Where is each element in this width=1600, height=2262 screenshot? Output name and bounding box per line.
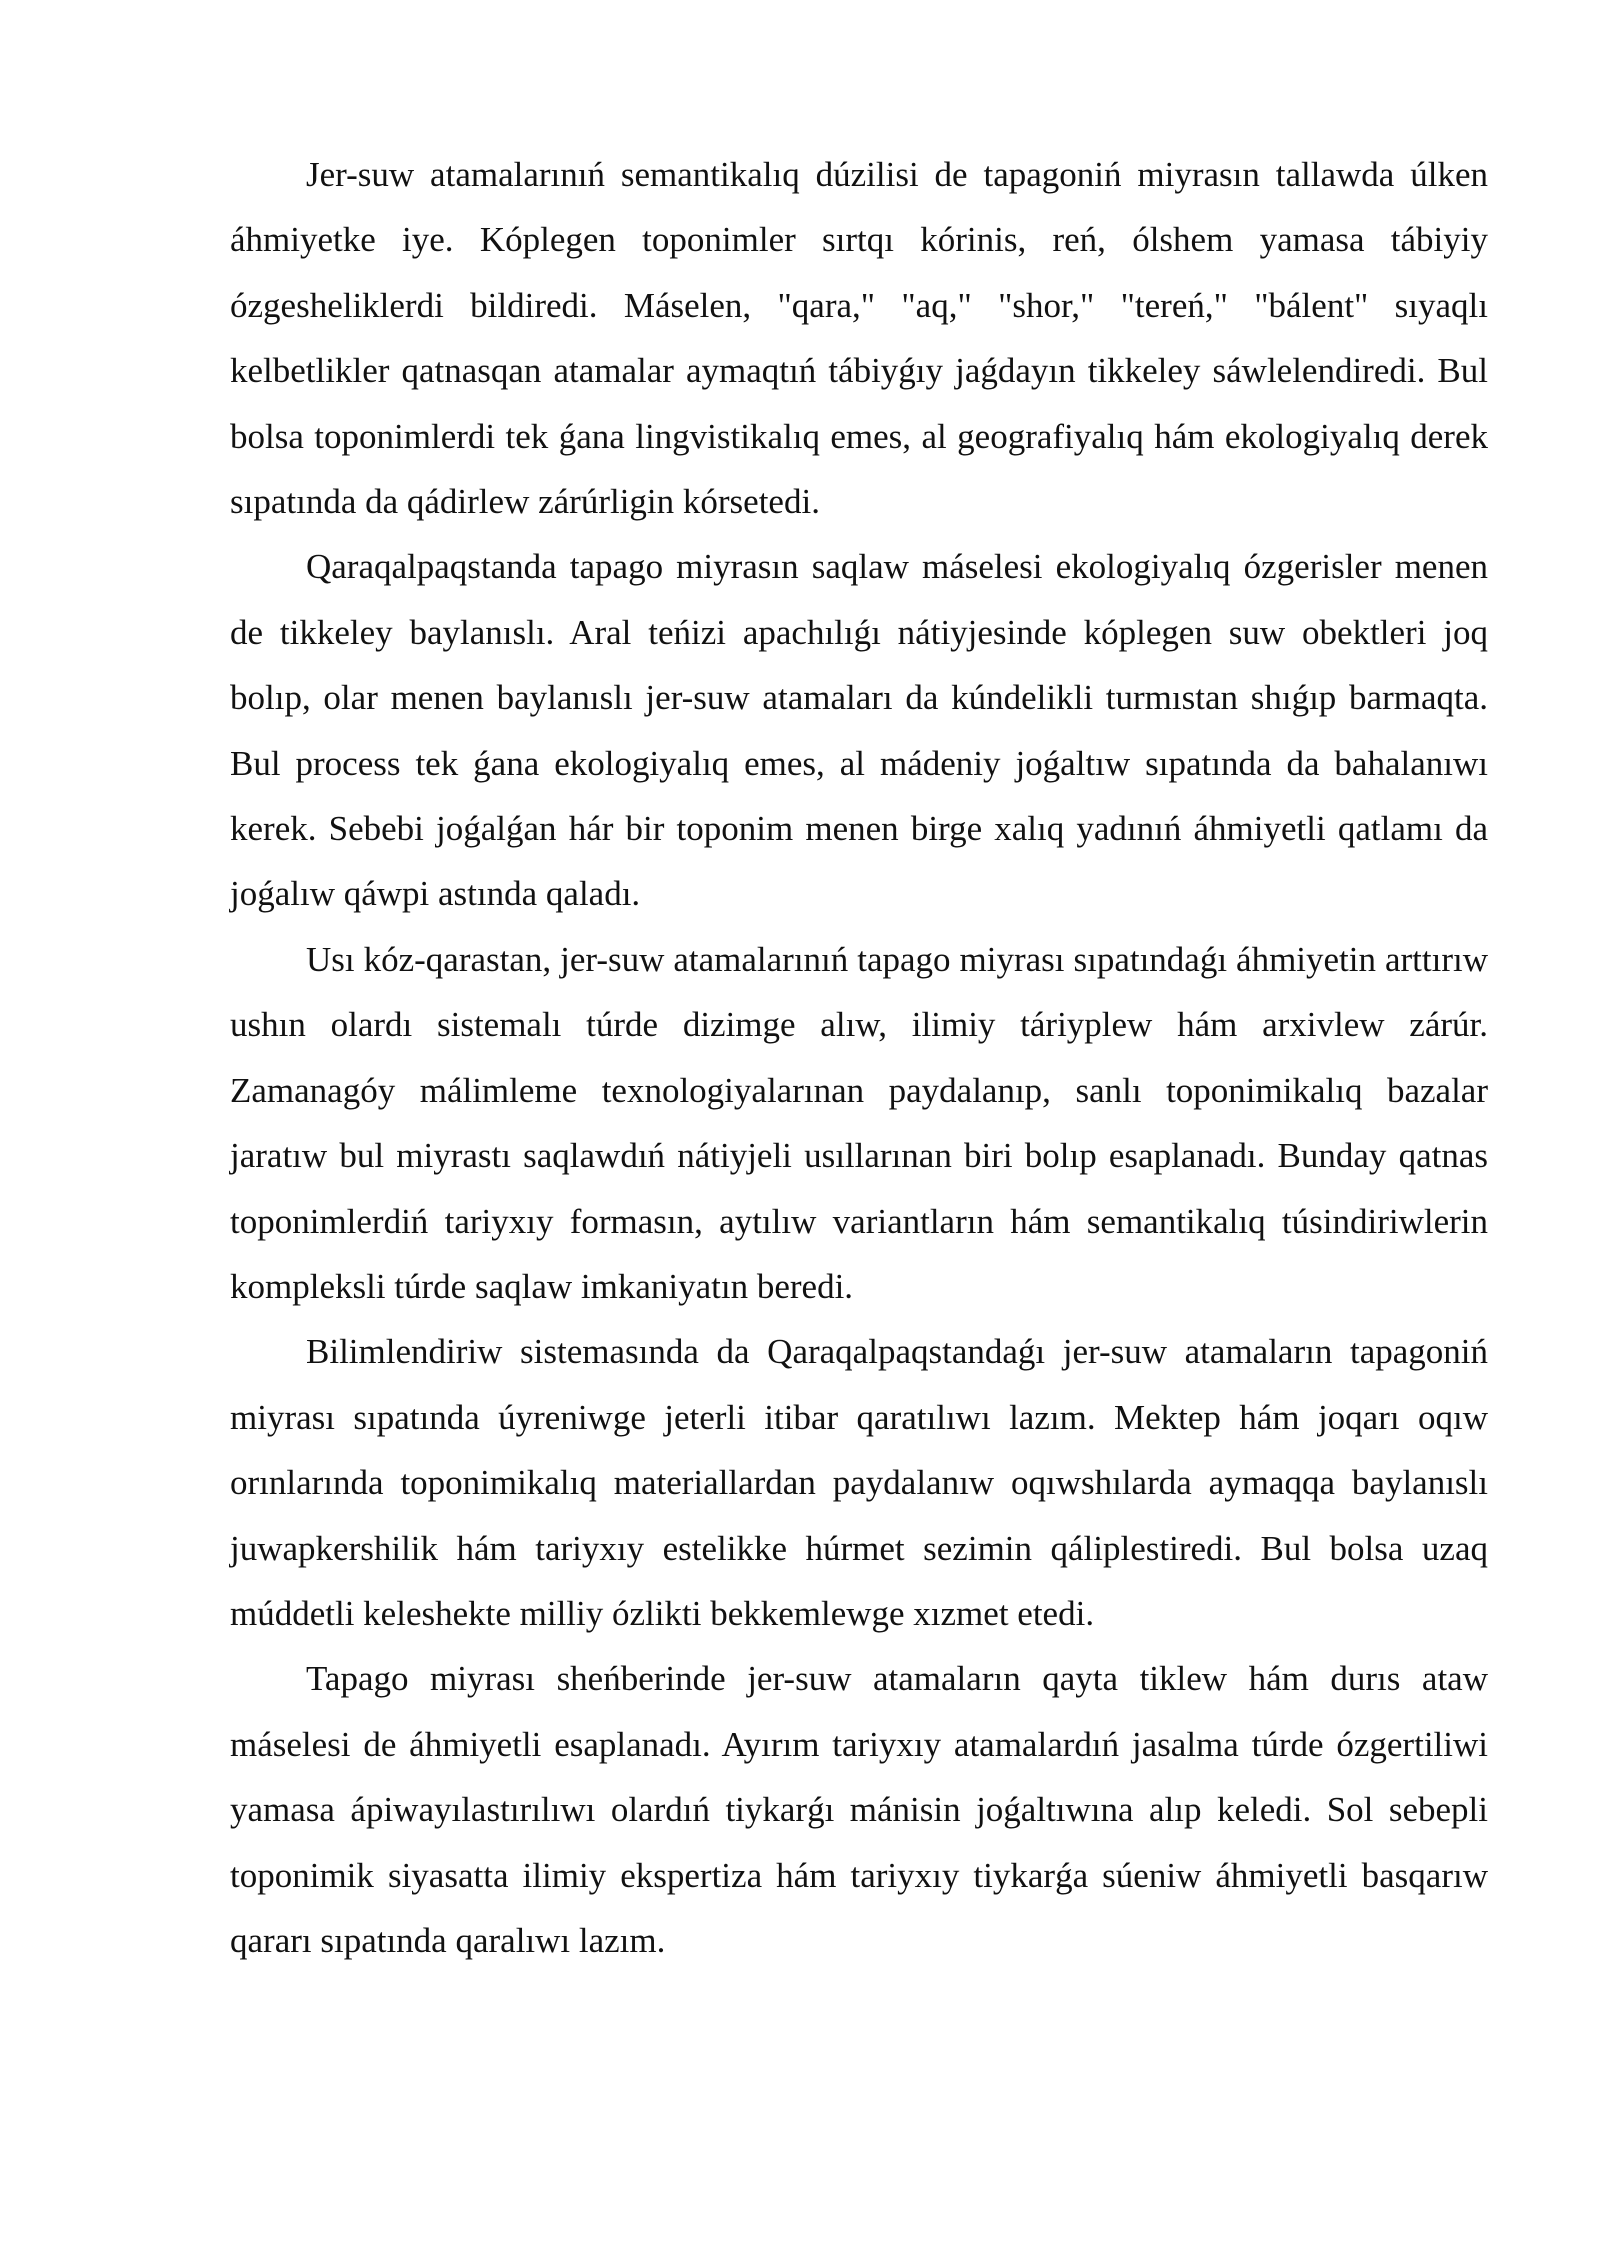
document-body <box>230 142 1488 1973</box>
paragraph-1: Jer-suw atamalarınıń semantikalıq dúzilisi de tapagoniń miyrasın tallawda úlken áhmiyetke iye. Kóplegen toponimler sırtqı kórinis, reń, ólshem yamasa tábiyiy ózgesheliklerdi bildiredi. Máselen, "qara," "aq," "shor," "tereń," "bálent" sıyaqlı kelbetlikler qatnasqan atamalar aymaqtıń tábiyǵıy jaǵdayın tikkeley sáwlelendiredi. Bul bolsa toponimlerdi tek ǵana lingvistikalıq emes, al geografiyalıq hám ekologiyalıq derek sıpatında da qádirlew zárúrligin kórsetedi. <box>230 155 1488 522</box>
paragraph-4: Bilimlendiriw sistemasında da Qaraqalpaqstandaǵı jer-suw atamaların tapagoniń miyrası sıpatında úyreniwge jeterli itibar qaratılıwı lazım. Mektep hám joqarı oqıw orınlarında toponimikalıq materiallardan paydalanıw oqıwshılarda aymaqqa baylanıslı juwapkershilik hám tariyxıy estelikke húrmet sezimin qáliplestiredi. Bul bolsa uzaq múddetli keleshekte milliy ózlikti bekkemlewge xızmet etedi. <box>230 1332 1488 1633</box>
paragraph-2: Qaraqalpaqstanda tapago miyrasın saqlaw máselesi ekologiyalıq ózgerisler menen de tikkeley baylanıslı. Aral teńizi apachılıǵı nátiyjesinde kóplegen suw obektleri joq bolıp, olar menen baylanıslı jer-suw atamaları da kúndelikli turmıstan shıǵıp barmaqta. Bul process tek ǵana ekologiyalıq emes, al mádeniy joǵaltıw sıpatında da bahalanıwı kerek. Sebebi joǵalǵan hár bir toponim menen birge xalıq yadınıń áhmiyetli qatlamı da joǵalıw qáwpi astında qaladı. <box>230 547 1488 914</box>
paragraph-5: Tapago miyrası sheńberinde jer-suw atamaların qayta tiklew hám durıs ataw máselesi de áhmiyetli esaplanadı. Ayırım tariyxıy atamalardıń jasalma túrde ózgertiliwi yamasa ápiwayılastırılıwı olardıń tiykarǵı mánisin joǵaltıwına alıp keledi. Sol sebepli toponimik siyasatta ilimiy ekspertiza hám tariyxıy tiykarǵa súeniw áhmiyetli basqarıw qararı sıpatında qaralıwı lazım. <box>230 1659 1488 1960</box>
paragraph-3: Usı kóz-qarastan, jer-suw atamalarınıń tapago miyrası sıpatındaǵı áhmiyetin arttırıw ushın olardı sistemalı túrde dizimge alıw, ilimiy táriyplew hám arxivlew zárúr. Zamanagóy málimleme texnologiyalarınan paydalanıp, sanlı toponimikalıq bazalar jaratıw bul miyrastı saqlawdıń nátiyjeli usıllarınan biri bolıp esaplanadı. Bunday qatnas toponimlerdiń tariyxıy formasın, aytılıw variantların hám semantikalıq túsindiriwlerin kompleksli túrde saqlaw imkaniyatın beredi. <box>230 939 1488 1306</box>
